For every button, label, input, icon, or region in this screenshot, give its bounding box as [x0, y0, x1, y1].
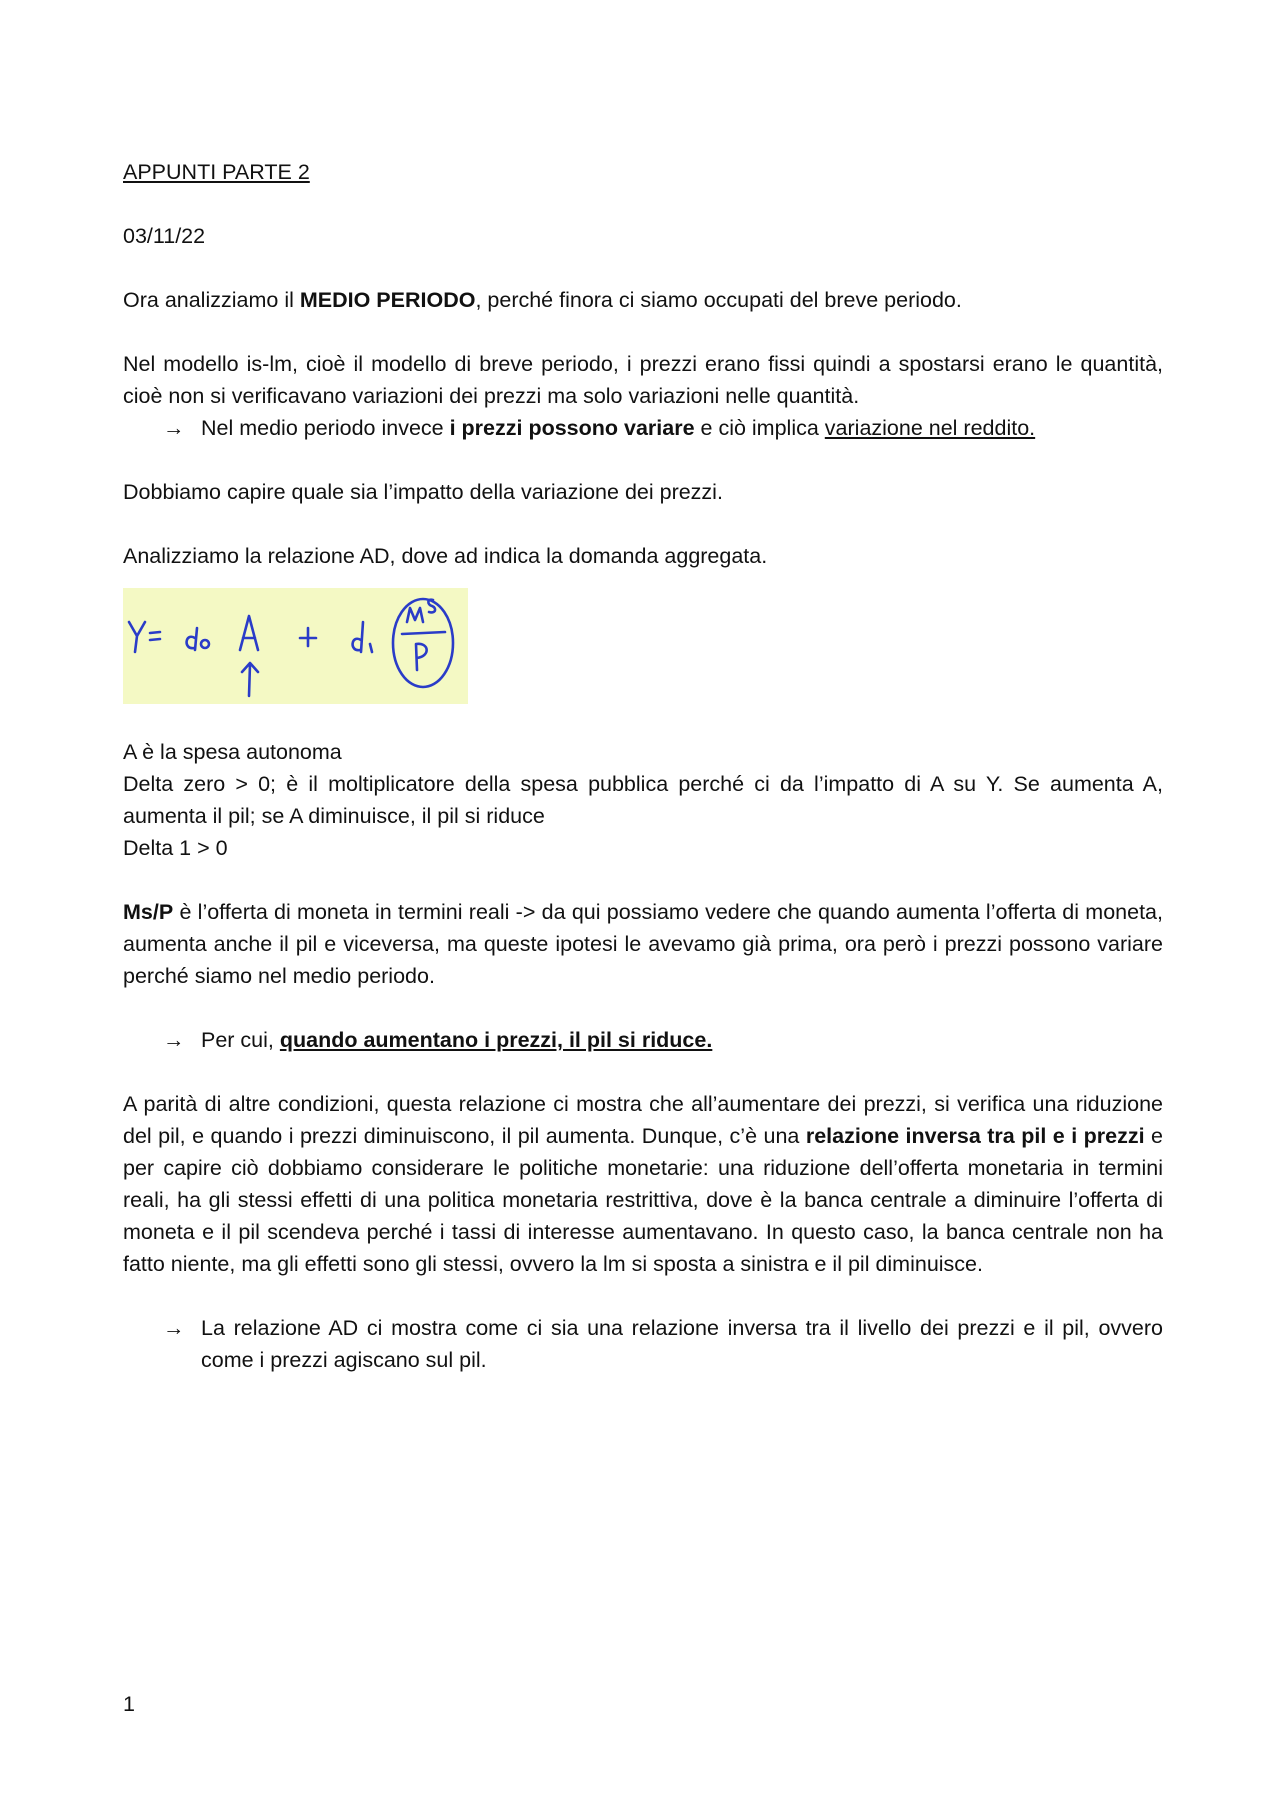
- paragraph-delta-zero: Delta zero > 0; è il moltiplicatore della spesa pubblica perché ci da l’impatto di A su Y. Se aumenta A, aumenta il pil; se A diminuisce, il pil si riduce: [123, 772, 1163, 828]
- document-body: [123, 156, 1163, 1376]
- paragraph-impatto: Dobbiamo capire quale sia l’impatto della variazione dei prezzi.: [123, 480, 723, 504]
- arrow-icon: →: [163, 1028, 185, 1052]
- paragraph-modello-is-lm: Nel modello is-lm, cioè il modello di breve periodo, i prezzi erano fissi quindi a spostarsi erano le quantità, cioè non si verificavano variazioni dei prezzi ma solo variazioni nelle quantità.: [123, 352, 1163, 408]
- paragraph-offerta-moneta: Ms/P è l’offerta di moneta in termini reali -> da qui possiamo vedere che quando aumenta l’offerta di moneta, aumenta anche il pil e viceversa, ma queste ipotesi le avevamo già prima, ora però i prezzi possono variare perché siamo nel medio periodo.: [123, 900, 1163, 988]
- document-title: APPUNTI PARTE 2: [123, 160, 310, 184]
- page-number: 1: [123, 1692, 135, 1716]
- arrow-icon: →: [163, 416, 185, 440]
- paragraph-parita-condizioni: A parità di altre condizioni, questa relazione ci mostra che all’aumentare dei prezzi, si verifica una riduzione del pil, e quando i prezzi diminuiscono, il pil aumenta. Dunque, c’è una relazione inversa tra pil e i prezzi e per capire ciò dobbiamo considerare le politiche monetarie: una riduzione dell’offerta monetaria in termini reali, ha gli stessi effetti di una politica monetaria restrittiva, dove è la banca centrale a diminuire l’offerta di moneta e il pil scendeva perché i tassi di interesse aumentavano. In questo caso, la banca centrale non ha fatto niente, ma gli effetti sono gli stessi, ovvero la lm si sposta a sinistra e il pil diminuisce.: [123, 1092, 1163, 1276]
- arrow-item-relazione-ad: → La relazione AD ci mostra come ci sia una relazione inversa tra il livello dei prezzi e il pil, ovvero come i prezzi agiscano sul pil.: [123, 1312, 1163, 1376]
- arrow-icon: →: [163, 1316, 185, 1340]
- paragraph-medio-periodo: Ora analizziamo il MEDIO PERIODO, perché finora ci siamo occupati del breve periodo.: [123, 288, 962, 312]
- handwritten-formula-image: [123, 588, 468, 704]
- arrow-item-prezzi-pil: → Per cui, quando aumentano i prezzi, il pil si riduce.: [123, 1024, 1163, 1056]
- paragraph-relazione-ad: Analizziamo la relazione AD, dove ad indica la domanda aggregata.: [123, 544, 768, 568]
- arrow-item-prezzi-variare: → Nel medio periodo invece i prezzi possono variare e ciò implica variazione nel reddito.: [123, 412, 1163, 444]
- paragraph-spesa-autonoma: A è la spesa autonoma: [123, 740, 342, 764]
- paragraph-delta-uno: Delta 1 > 0: [123, 836, 228, 860]
- document-date: 03/11/22: [123, 224, 206, 248]
